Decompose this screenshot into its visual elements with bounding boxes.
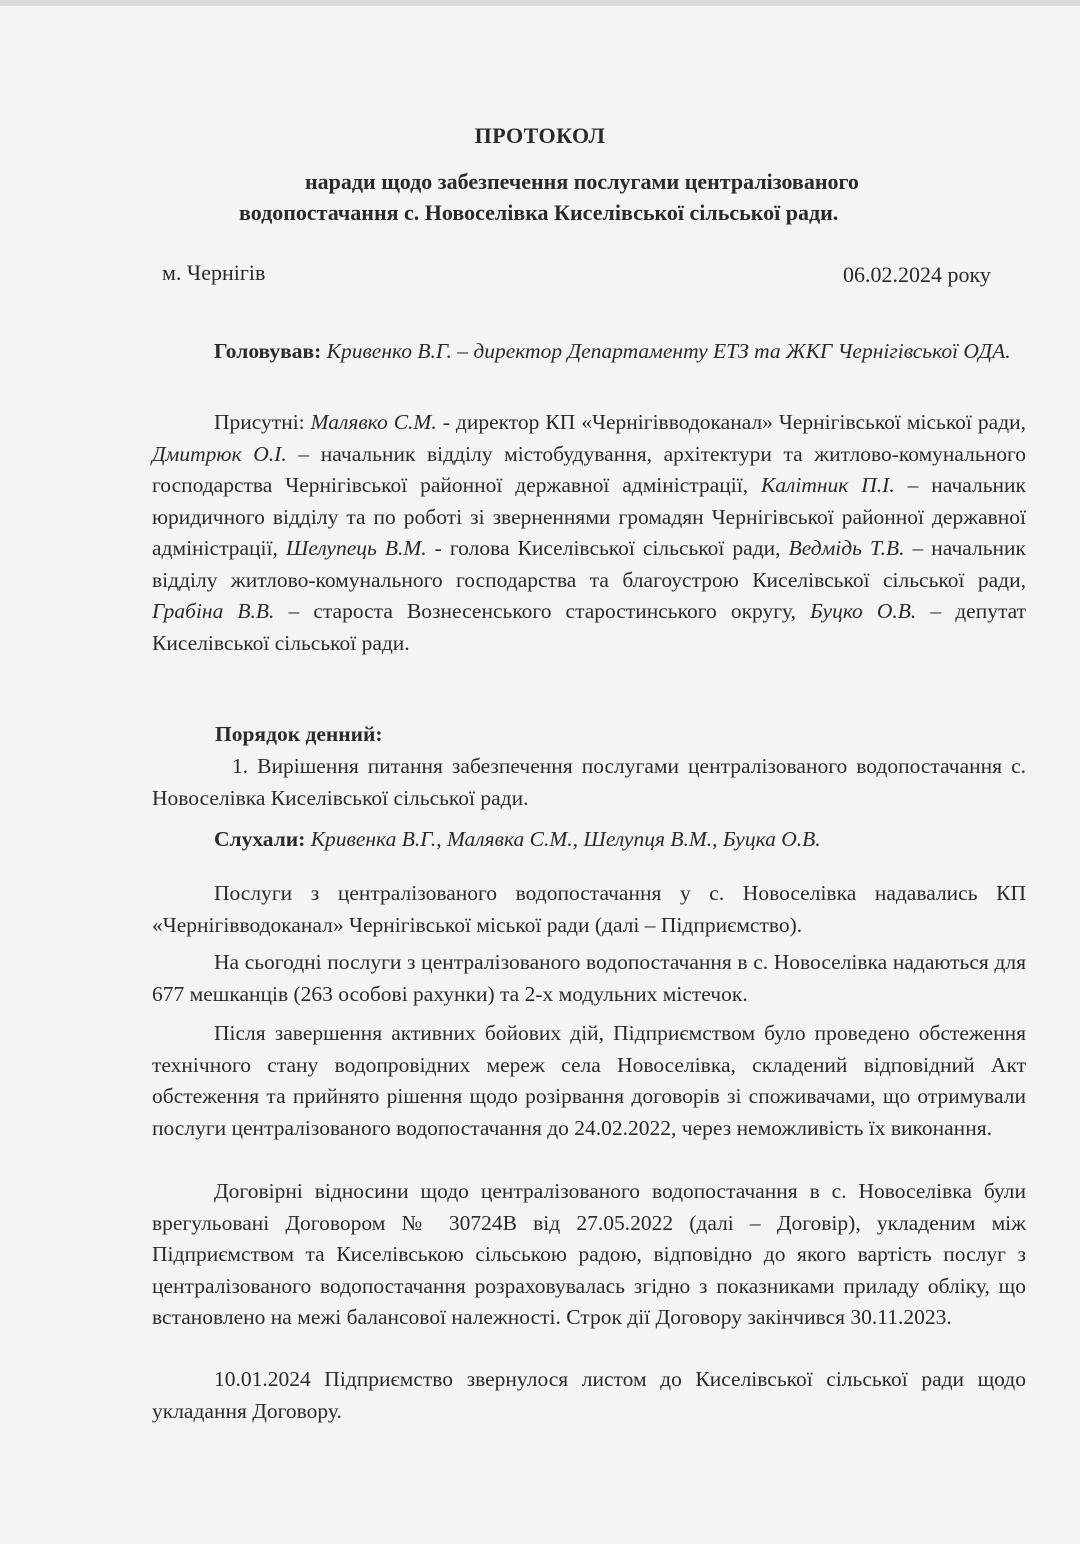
attendee-role: – начальник відділу містобудування, архітектури та житлово-комунального господарства Чернігівської районної державної адміністрації, <box>152 441 1026 497</box>
present-label: Присутні: <box>214 410 305 434</box>
attendee-role: – начальник юридичного відділу та по роботі зі зверненнями громадян Чернігівської районної державної адміністрації, <box>152 473 1026 560</box>
document-subtitle-line2: водопостачання с. Новоселівка Киселівської сільської ради. <box>239 200 839 225</box>
attendee-name: Буцко О.В. <box>810 599 917 623</box>
attendee-role: – начальник відділу житлово-комунального господарства та благоустрою Киселівської сільської ради, <box>152 536 1026 592</box>
attendee-name: Шелупець В.М. <box>285 536 427 560</box>
chaired-label: Головував: <box>214 339 322 363</box>
paragraph-contract: Договірні відносини щодо централізованого водопостачання в с. Новоселівка були врегульовані Договором № 30724В від 27.05.2022 (далі – Договір), укладеним між Підприємством та Киселівською сільською радою, відповідно до якого вартість послуг з централізованого водопостачання розраховувалась згідно з показниками приладу обліку, що встановлено на межі балансової належності. Строк дії Договору закінчився 30.11.2023. <box>152 1179 1026 1329</box>
heard-label: Слухали: <box>214 827 306 851</box>
paragraph-current: На сьогодні послуги з централізованого водопостачання в с. Новоселівка надаються для 677 мешканців (263 особові рахунки) та 2-х модульних містечок. <box>152 950 1026 1006</box>
attendee-role: – староста Вознесенського старостинського округу, <box>274 599 811 623</box>
heard-paragraph <box>152 824 1026 856</box>
document-place: м. Чернігів <box>162 260 266 285</box>
document-title: ПРОТОКОЛ <box>474 123 606 148</box>
heard-text: Кривенка В.Г., Малявка С.М., Шелупця В.М., Буцка О.В. <box>310 827 821 851</box>
document-date: 06.02.2024 року <box>843 262 991 287</box>
present-paragraph <box>152 407 1026 659</box>
paragraph-inspection: Після завершення активних бойових дій, Підприємством було проведено обстеження технічного стану водопровідних мереж села Новоселівка, складений відповідний Акт обстеження та прийнято рішення щодо розірвання договорів зі споживачами, що отримували послуги централізованого водопостачання до 24.02.2022, через неможливість їх виконання. <box>152 1021 1026 1140</box>
attendee-name: Дмитрюк О.І. <box>152 441 287 466</box>
chaired-paragraph <box>152 336 1026 368</box>
attendee-name: Калітник П.І. <box>760 473 895 497</box>
attendee-role: - голова Киселівської сільської ради, <box>426 536 789 560</box>
attendee-name: Малявко С.М. <box>310 410 437 434</box>
agenda-label: Порядок денний: <box>215 722 383 746</box>
paragraph-services: Послуги з централізованого водопостачання у с. Новоселівка надавались КП «Чернігівводоканал» Чернігівської міської ради (далі – Підприємство). <box>152 881 1026 937</box>
agenda-item: 1. Вирішення питання забезпечення послугами централізованого водопостачання с. Новоселівка Киселівської сільської ради. <box>152 754 1026 810</box>
attendee-name: Ведмідь Т.В. <box>788 536 905 560</box>
attendee-role: – депутат Киселівської сільської ради. <box>152 599 1026 655</box>
document-subtitle-line1: наради щодо забезпечення послугами централізованого <box>305 169 859 194</box>
paragraph-letter: 10.01.2024 Підприємство звернулося листом до Киселівської сільської ради щодо укладання Договору. <box>152 1367 1026 1423</box>
attendee-name: Грабіна В.В. <box>152 599 275 623</box>
attendee-role: - директор КП «Чернігівводоканал» Чернігівської міської ради, <box>436 410 1027 434</box>
chaired-text: Кривенко В.Г. – директор Департаменту ЕТЗ та ЖКГ Чернігівської ОДА. <box>326 339 1011 363</box>
present-list <box>152 410 1026 655</box>
